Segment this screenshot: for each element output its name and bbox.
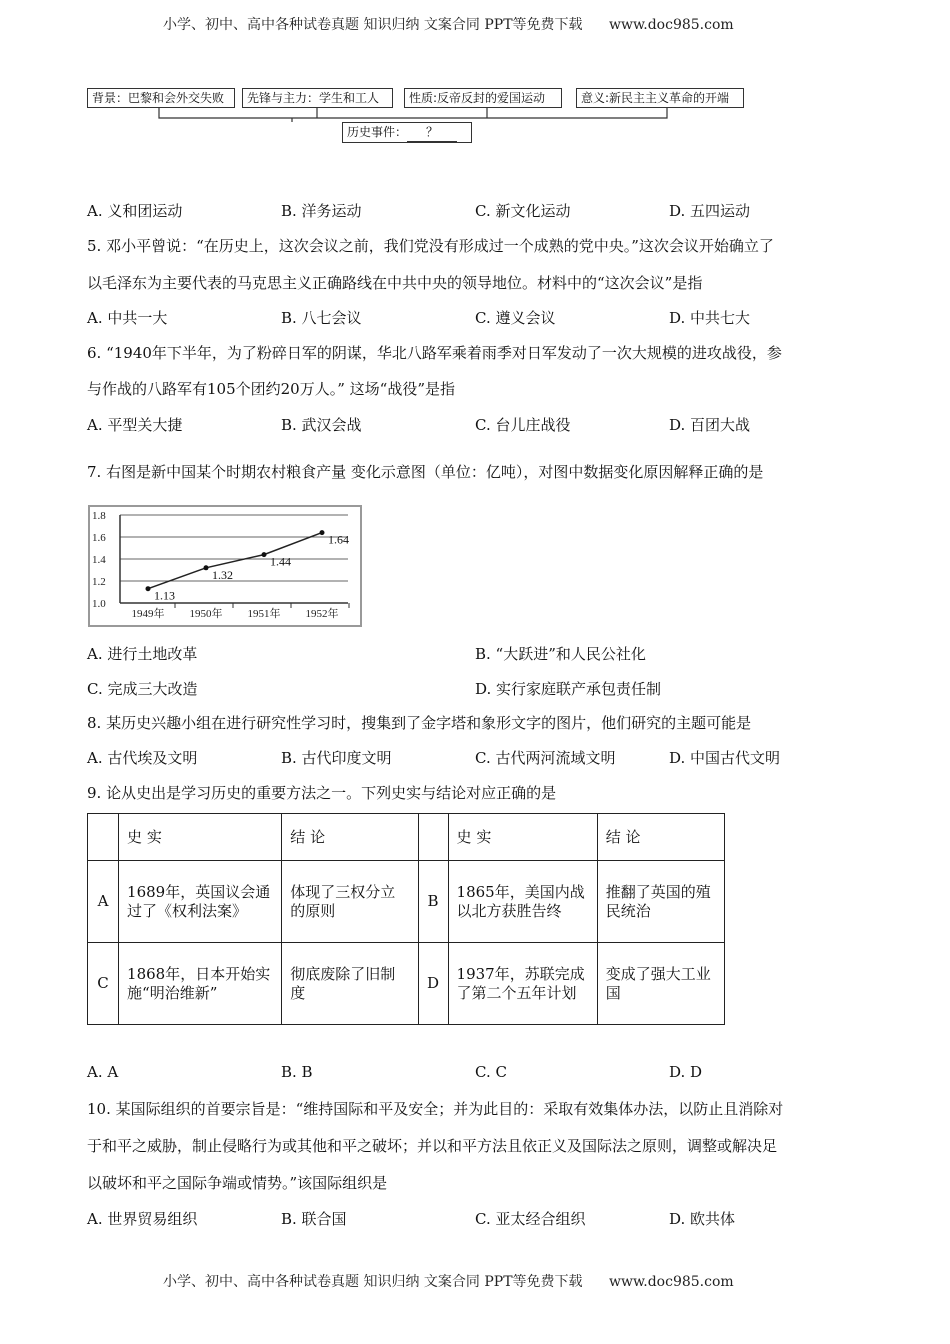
data-label: 1.32 bbox=[212, 567, 233, 582]
footer-url[interactable]: www.doc985.com bbox=[608, 1274, 734, 1290]
q9-option-c[interactable]: C. C bbox=[475, 1063, 507, 1081]
header-url[interactable]: www.doc985.com bbox=[608, 17, 734, 33]
y-tick-label: 1.4 bbox=[92, 554, 106, 566]
q8-option-b[interactable]: B. 古代印度文明 bbox=[281, 749, 392, 767]
q6-stem-line2: 与作战的八路军有105个团约20万人。” 这场“战役”是指 bbox=[87, 380, 455, 398]
table-header-row bbox=[88, 814, 725, 861]
y-tick-label: 1.6 bbox=[92, 532, 106, 544]
data-label: 1.13 bbox=[154, 588, 175, 603]
row-label-d: D bbox=[418, 943, 448, 1025]
row-label-a: A bbox=[88, 861, 119, 943]
q6-stem-line1: 6. “1940年下半年，为了粉碎日军的阴谋，华北八路军乘着雨季对日军发动了一次大规模的进攻战役，参 bbox=[87, 344, 782, 362]
q9-option-d[interactable]: D. D bbox=[669, 1063, 703, 1081]
q5-stem-line2: 以毛泽东为主要代表的马克思主义正确路线在中共中央的领导地位。材料中的“这次会议”是指 bbox=[87, 274, 703, 292]
row-a-fact: 1689年，英国议会通过了《权利法案》 bbox=[119, 861, 282, 943]
page-header bbox=[163, 14, 734, 34]
data-label: 1.64 bbox=[328, 532, 349, 547]
diagram-box-background: 背景：巴黎和会外交失败 bbox=[87, 88, 235, 108]
q6-option-c[interactable]: C. 台儿庄战役 bbox=[475, 416, 571, 434]
q7-option-b[interactable]: B. “大跃进”和人民公社化 bbox=[475, 645, 646, 663]
q5-stem-line1: 5. 邓小平曾说：“在历史上，这次会议之前，我们党没有形成过一个成熟的党中央。”这次会议开始确立了 bbox=[87, 237, 774, 255]
q8-option-c[interactable]: C. 古代两河流域文明 bbox=[475, 749, 616, 767]
q5-option-b[interactable]: B. 八七会议 bbox=[281, 309, 362, 327]
chart-svg bbox=[90, 507, 356, 621]
footer-text: 小学、初中、高中各种试卷真题 知识归纳 文案合同 PPT等免费下载 bbox=[163, 1274, 583, 1290]
series-line bbox=[148, 533, 322, 589]
q5-option-a[interactable]: A. 中共一大 bbox=[87, 309, 168, 327]
q6-option-a[interactable]: A. 平型关大捷 bbox=[87, 416, 183, 434]
q4-option-c[interactable]: C. 新文化运动 bbox=[475, 202, 571, 220]
q10-option-d[interactable]: D. 欧共体 bbox=[669, 1210, 736, 1228]
diagram-center-box bbox=[342, 122, 472, 143]
row-c-fact: 1868年，日本开始实施“明治维新” bbox=[119, 943, 282, 1025]
data-point bbox=[262, 552, 267, 557]
table-corner-cell bbox=[418, 814, 448, 861]
q10-option-c[interactable]: C. 亚太经合组织 bbox=[475, 1210, 586, 1228]
q4-option-a[interactable]: A. 义和团运动 bbox=[87, 202, 183, 220]
table-header-fact: 史 实 bbox=[448, 814, 597, 861]
q8-option-d[interactable]: D. 中国古代文明 bbox=[669, 749, 781, 767]
table-header-conclusion: 结 论 bbox=[597, 814, 724, 861]
table-corner-cell bbox=[88, 814, 119, 861]
x-tick-label: 1950年 bbox=[189, 608, 223, 620]
row-c-conclusion: 彻底废除了旧制度 bbox=[282, 943, 418, 1025]
diagram-box-pioneer: 先锋与主力：学生和工人 bbox=[242, 88, 393, 108]
header-text: 小学、初中、高中各种试卷真题 知识归纳 文案合同 PPT等免费下载 bbox=[163, 17, 583, 33]
q10-stem-line1: 10. 某国际组织的首要宗旨是：“维持国际和平及安全；并为此目的：采取有效集体办法，以防止且消除对 bbox=[87, 1100, 784, 1118]
q4-option-d[interactable]: D. 五四运动 bbox=[669, 202, 751, 220]
q7-option-d[interactable]: D. 实行家庭联产承包责任制 bbox=[475, 680, 662, 698]
diagram-box-nature: 性质:反帝反封的爱国运动 bbox=[404, 88, 562, 108]
row-b-fact: 1865年，美国内战以北方获胜告终 bbox=[448, 861, 597, 943]
table-header-fact: 史 实 bbox=[119, 814, 282, 861]
row-d-conclusion: 变成了强大工业国 bbox=[597, 943, 724, 1025]
grain-output-chart bbox=[88, 505, 362, 627]
data-point bbox=[146, 586, 151, 591]
q9-stem-line1: 9. 论从史出是学习历史的重要方法之一。下列史实与结论对应正确的是 bbox=[87, 784, 557, 802]
table-row bbox=[88, 943, 725, 1025]
q4-option-b[interactable]: B. 洋务运动 bbox=[281, 202, 362, 220]
q8-stem-line1: 8. 某历史兴趣小组在进行研究性学习时，搜集到了金字塔和象形文字的图片，他们研究的主题可能是 bbox=[87, 714, 752, 732]
diagram-box-significance: 意义:新民主主义革命的开端 bbox=[576, 88, 744, 108]
q10-option-b[interactable]: B. 联合国 bbox=[281, 1210, 347, 1228]
q7-stem-line1: 7. 右图是新中国某个时期农村粮食产量 变化示意图（单位：亿吨），对图中数据变化原因解释正确的是 bbox=[87, 463, 764, 481]
q10-option-a[interactable]: A. 世界贸易组织 bbox=[87, 1210, 198, 1228]
row-label-c: C bbox=[88, 943, 119, 1025]
y-tick-label: 1.8 bbox=[92, 510, 106, 522]
q6-option-d[interactable]: D. 百团大战 bbox=[669, 416, 751, 434]
x-tick-label: 1951年 bbox=[247, 608, 281, 620]
x-tick-label: 1949年 bbox=[131, 608, 165, 620]
q9-option-b[interactable]: B. B bbox=[281, 1063, 313, 1081]
q10-stem-line3: 以破坏和平之国际争端或情势。”该国际组织是 bbox=[87, 1174, 388, 1192]
data-point bbox=[320, 530, 325, 535]
q6-option-b[interactable]: B. 武汉会战 bbox=[281, 416, 362, 434]
row-d-fact: 1937年，苏联完成了第二个五年计划 bbox=[448, 943, 597, 1025]
q10-stem-line2: 于和平之威胁，制止侵略行为或其他和平之破坏；并以和平方法且依正义及国际法之原则，调整或解决足 bbox=[87, 1137, 778, 1155]
diagram-center-label: 历史事件： bbox=[347, 125, 408, 139]
page-footer bbox=[163, 1271, 734, 1291]
facts-conclusions-table bbox=[87, 813, 725, 1025]
table-row bbox=[88, 861, 725, 943]
row-a-conclusion: 体现了三权分立的原则 bbox=[282, 861, 418, 943]
y-tick-label: 1.0 bbox=[92, 598, 106, 610]
data-point bbox=[204, 565, 209, 570]
q5-option-d[interactable]: D. 中共七大 bbox=[669, 309, 751, 327]
q9-option-a[interactable]: A. A bbox=[87, 1063, 119, 1081]
y-tick-label: 1.2 bbox=[92, 576, 106, 588]
x-tick-label: 1952年 bbox=[305, 608, 339, 620]
data-label: 1.44 bbox=[270, 554, 291, 569]
table-header-conclusion: 结 论 bbox=[282, 814, 418, 861]
diagram-blank: ？ bbox=[407, 123, 457, 142]
q8-option-a[interactable]: A. 古代埃及文明 bbox=[87, 749, 198, 767]
q5-option-c[interactable]: C. 遵义会议 bbox=[475, 309, 556, 327]
q7-option-c[interactable]: C. 完成三大改造 bbox=[87, 680, 198, 698]
row-b-conclusion: 推翻了英国的殖民统治 bbox=[597, 861, 724, 943]
row-label-b: B bbox=[418, 861, 448, 943]
q7-option-a[interactable]: A. 进行土地改革 bbox=[87, 645, 198, 663]
